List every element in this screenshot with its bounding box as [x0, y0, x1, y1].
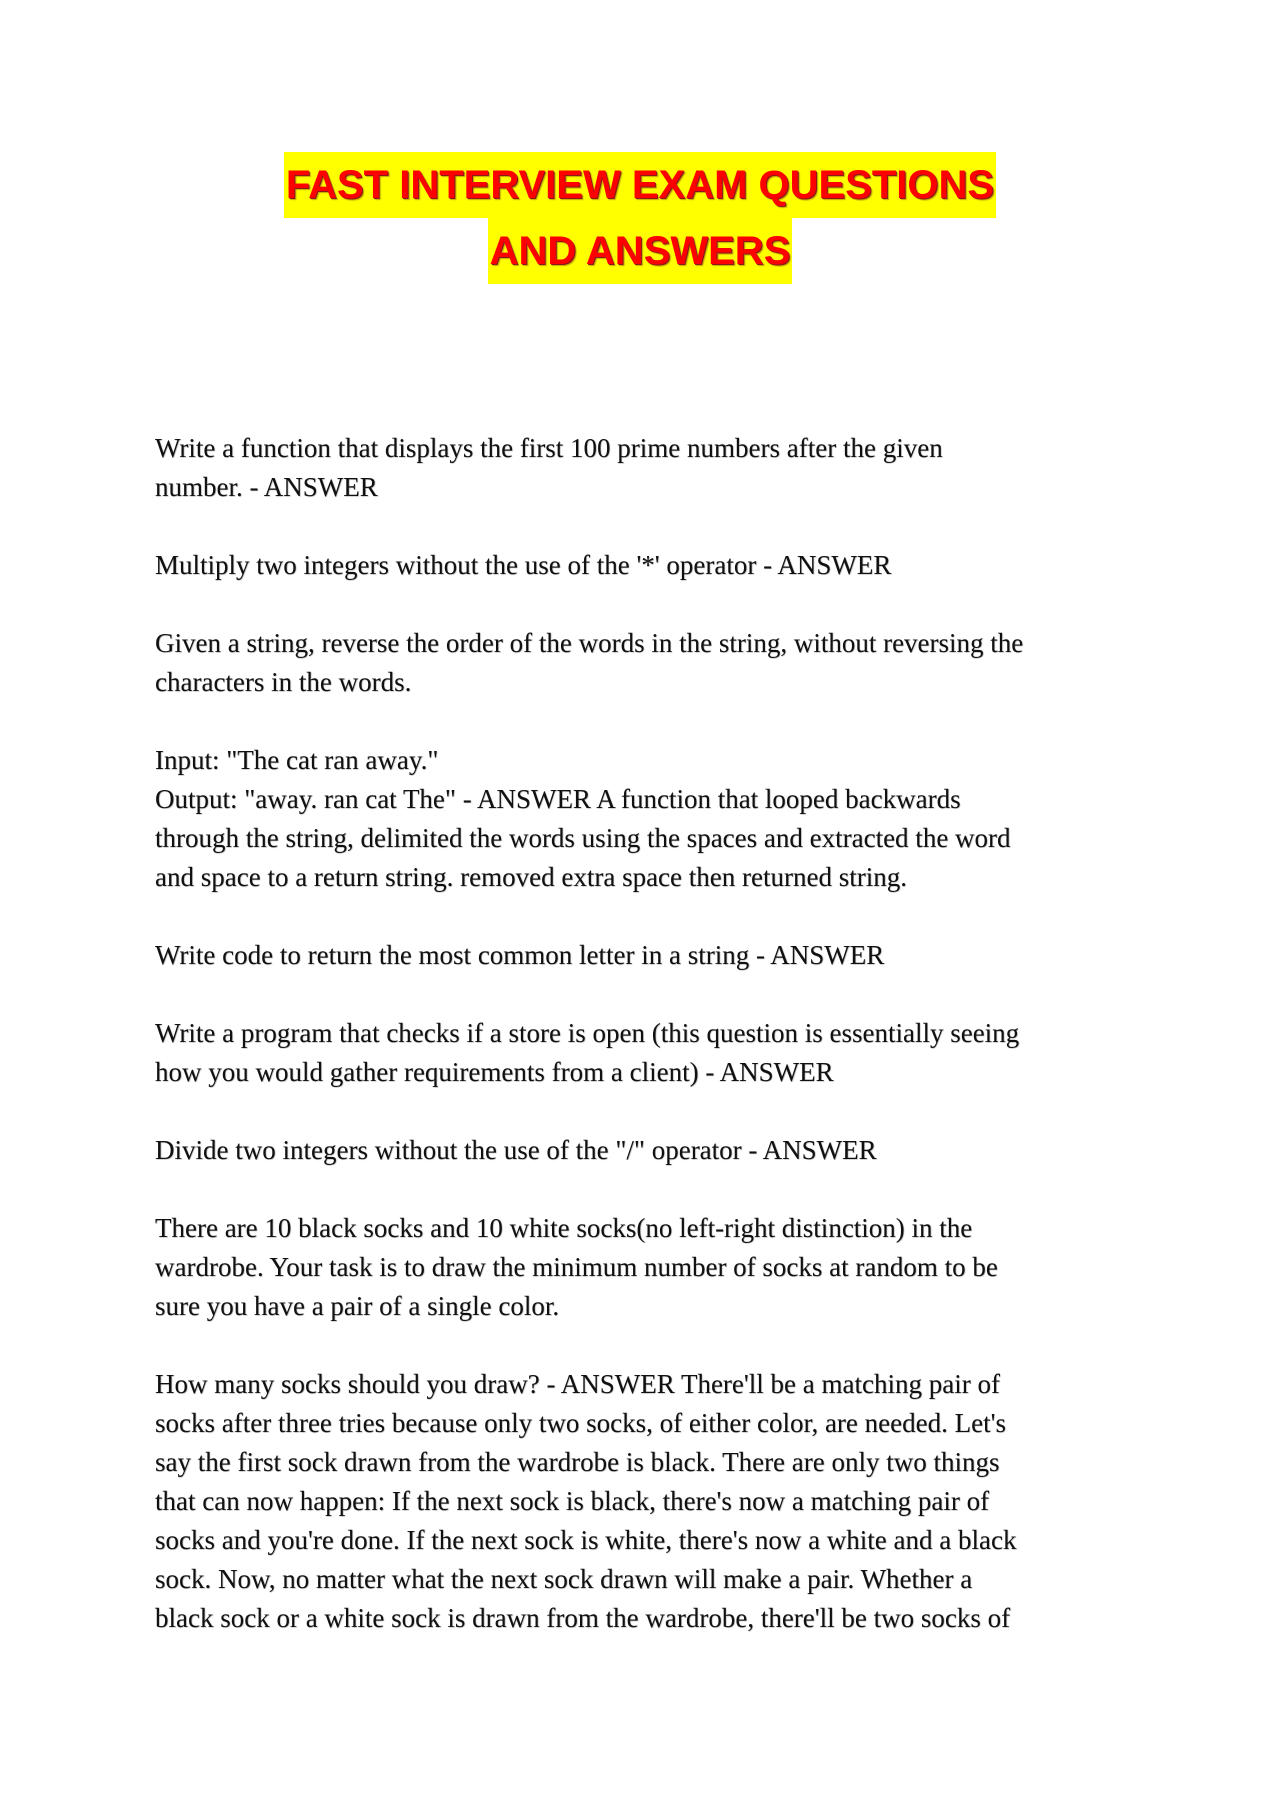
text-line: wardrobe. Your task is to draw the minimum number of socks at random to be [155, 1252, 998, 1282]
text-line: number. - ANSWER [155, 472, 378, 502]
qa-paragraph [155, 1014, 1145, 1092]
text-line: sock. Now, no matter what the next sock drawn will make a pair. Whether a [155, 1564, 973, 1594]
text-line: how you would gather requirements from a client) - ANSWER [155, 1057, 834, 1087]
qa-paragraph [155, 429, 1145, 507]
title-line-2: AND ANSWERS [488, 218, 793, 284]
text-line: Multiply two integers without the use of the '*' operator - ANSWER [155, 550, 892, 580]
title-line-1: FAST INTERVIEW EXAM QUESTIONS [284, 152, 996, 218]
document-body [155, 429, 1145, 1677]
text-line: say the first sock drawn from the wardrobe is black. There are only two things [155, 1447, 1000, 1477]
text-line: socks and you're done. If the next sock is white, there's now a white and a black [155, 1525, 1017, 1555]
qa-paragraph [155, 741, 1145, 897]
text-line: Write a function that displays the first 100 prime numbers after the given [155, 433, 943, 463]
text-line: There are 10 black socks and 10 white socks(no left-right distinction) in the [155, 1213, 973, 1243]
qa-paragraph [155, 1131, 1145, 1170]
text-line: How many socks should you draw? - ANSWER There'll be a matching pair of [155, 1369, 1000, 1399]
document-title [0, 152, 1280, 284]
qa-paragraph [155, 1209, 1145, 1326]
text-line: Write code to return the most common letter in a string - ANSWER [155, 940, 885, 970]
text-line: and space to a return string. removed extra space then returned string. [155, 862, 907, 892]
qa-paragraph [155, 936, 1145, 975]
text-line: Write a program that checks if a store is open (this question is essentially seeing [155, 1018, 1020, 1048]
qa-paragraph [155, 546, 1145, 585]
text-line: characters in the words. [155, 667, 412, 697]
qa-paragraph [155, 1365, 1145, 1638]
text-line: Input: "The cat ran away." [155, 745, 439, 775]
text-line: that can now happen: If the next sock is black, there's now a matching pair of [155, 1486, 990, 1516]
text-line: black sock or a white sock is drawn from the wardrobe, there'll be two socks of [155, 1603, 1011, 1633]
text-line: socks after three tries because only two socks, of either color, are needed. Let's [155, 1408, 1006, 1438]
text-line: through the string, delimited the words using the spaces and extracted the word [155, 823, 1011, 853]
text-line: Output: "away. ran cat The" - ANSWER A function that looped backwards [155, 784, 961, 814]
text-line: Divide two integers without the use of the "/" operator - ANSWER [155, 1135, 877, 1165]
text-line: Given a string, reverse the order of the words in the string, without reversing the [155, 628, 1024, 658]
qa-paragraph [155, 624, 1145, 702]
text-line: sure you have a pair of a single color. [155, 1291, 560, 1321]
